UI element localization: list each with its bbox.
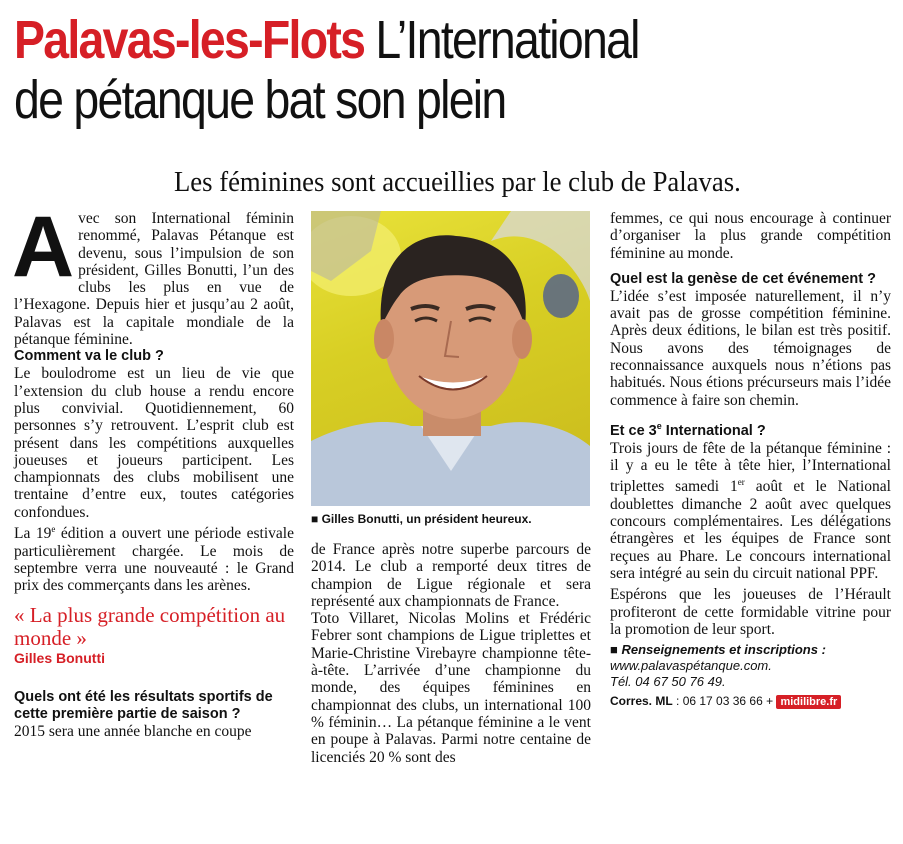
closing-paragraph: Espérons que les joueuses de l’Hérault profiteront de cette formidable vitrine pour la promotion de leur sport. xyxy=(610,586,891,638)
intro-text: vec son International féminin renommé, Palavas Pétanque est devenu, sous l’impulsion de son président, Gilles Bonutti, l’un des clubs les plus en vue de l’Hexagone. Depuis hier et jusqu’au 2 août, Palavas est la capitale mondiale de la pétanque féminine. xyxy=(14,210,294,349)
drop-cap: A xyxy=(12,199,75,295)
answer-club-2-pre: La 19 xyxy=(14,525,52,543)
caption-square-icon: ■ xyxy=(311,512,319,526)
answer-results: 2015 sera une année blanche en coupe xyxy=(14,723,252,741)
answer-club-2-sup: e xyxy=(51,524,56,535)
answer-third-pre: Trois jours de fête de la pétanque féminine : il y a eu le tête à tête hier, l’International triplettes samedi 1 xyxy=(610,439,891,496)
answer-club-2 xyxy=(14,521,294,594)
info-square-icon: ■ xyxy=(610,642,618,658)
column-3 xyxy=(610,210,891,709)
info-phone: Tél. 04 67 50 76 49. xyxy=(610,674,726,690)
info-title-text: Renseignements et inscriptions : xyxy=(621,642,826,658)
column-2-paragraph-2: Toto Villaret, Nicolas Molins et Frédéric Febrer sont champions de Ligue triplettes et Marie-Christine Virebayre championne tête-à-tête. L’arrivée d’une championne du monde, des équipes féminines en championnat des clubs, un international 100 % féminin… La pétanque féminine a le vent en poupe à Palavas. Parmi notre centaine de licenciés 20 % sont des xyxy=(311,610,591,766)
column-2-paragraph-1: de France après notre superbe parcours de 2014. Le club a remporté deux titres de champion de Ligue régionale et sera représenté aux championnats de France. xyxy=(311,541,591,610)
midilibre-badge[interactable]: midilibre.fr xyxy=(776,695,841,709)
answer-third-sup: er xyxy=(737,477,745,488)
answer-club: Le boulodrome est un lieu de vie que l’extension du club house a rendu encore plus convivial. Quotidiennement, 60 personnes s’y retrouvent. L’esprit club est présent dans les compétitions auxquelles joueuses et joueurs participent. Les championnats des clubs mobilisent une trentaine d’entre eux, toutes catégories confondues. xyxy=(14,365,294,521)
headline-line1 xyxy=(14,10,771,70)
headline-location: Palavas-les-Flots xyxy=(14,10,365,70)
answer-third-international xyxy=(610,440,891,583)
pull-quote-author: Gilles Bonutti xyxy=(14,650,105,667)
info-block xyxy=(610,642,891,690)
correspondent-phone: : 06 17 03 36 66 + xyxy=(672,694,777,709)
column-2 xyxy=(311,541,591,766)
column-3-paragraph-1: femmes, ce qui nous encourage à continuer d’organiser la plus grande compétition féminine au monde. xyxy=(610,210,891,262)
headline-title-line2: de pétanque bat son plein xyxy=(14,70,506,130)
info-title xyxy=(610,642,891,658)
answer-genesis: L’idée s’est imposée naturellement, il n’y avait pas de grosse compétition féminine. Après deux éditions, le bilan est très positif. Nous avons des témoignages de reconnaissance auxquels nous n’étions pas habitués. Nous étions précurseurs mais l’idée commence à faire son chemin. xyxy=(610,287,891,409)
answer-third-post: août et le National doublettes dimanche 2 août avec quelques concours complémentaires. Les délégations étrangères et les équipes de France sont reçues au Phare. Le concours international sera intégré au sein du circuit national PPF. xyxy=(610,478,891,583)
question-club: Comment va le club ? xyxy=(14,348,164,365)
column-1 xyxy=(12,199,294,741)
question-third-international xyxy=(610,418,891,440)
portrait-photo xyxy=(311,211,590,506)
portrait-illustration xyxy=(311,211,590,506)
correspondent-line xyxy=(610,693,891,709)
intro-paragraph xyxy=(12,199,294,349)
info-website[interactable]: www.palavaspétanque.com. xyxy=(610,658,772,674)
question-genesis: Quel est la genèse de cet événement ? xyxy=(610,270,876,287)
pull-quote: « La plus grande compétition au monde » xyxy=(14,603,286,651)
answer-club-2-post: édition a ouvert une période estivale particulièrement chargée. Le mois de septembre verra une nouveauté : le Grand prix des commerçants dans les arènes. xyxy=(14,525,294,595)
headline-title-line1: L’International xyxy=(375,10,639,70)
question-results: Quels ont été les résultats sportifs de cette première partie de saison ? xyxy=(14,689,273,723)
caption-text: Gilles Bonutti, un président heureux. xyxy=(321,512,532,526)
subhead: Les féminines sont accueillies par le club de Palavas. xyxy=(174,166,741,198)
question-third-post: International ? xyxy=(661,422,766,439)
question-third-pre: Et ce 3 xyxy=(610,422,657,439)
headline xyxy=(14,10,771,130)
photo-caption xyxy=(311,512,591,527)
correspondent-label: Corres. ML xyxy=(610,694,673,709)
question-third-sup: e xyxy=(656,420,662,431)
